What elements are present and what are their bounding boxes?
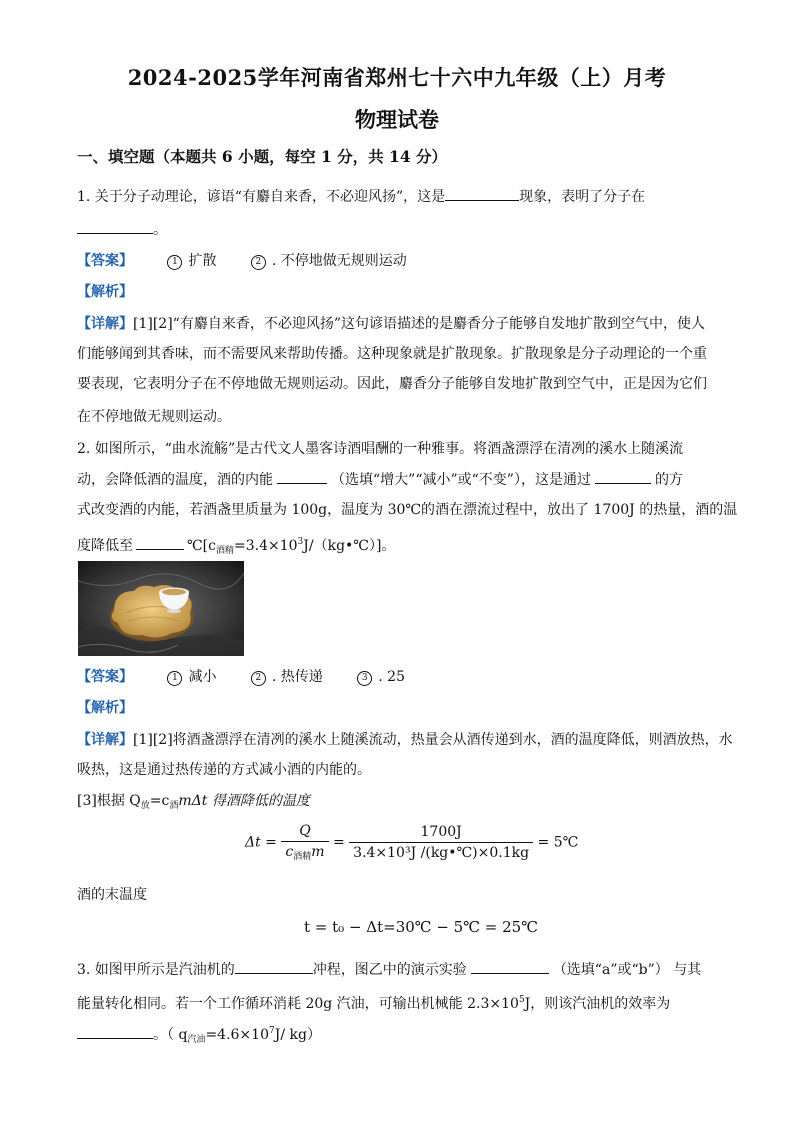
- q3-stem-line2: 能量转化相同。若一个工作循环消耗 20g 汽油，可输出机械能 $2.3\times 10^5J$，则该汽油机的效率为: [77, 995, 671, 1012]
- answer-number-2: 2: [251, 255, 266, 270]
- q2-stem-line4: 度降低至 $℃[c_{酒精}=3.4\times 10^3J/(kg•℃)]$。: [77, 532, 717, 561]
- answer-number-1: 1: [167, 255, 182, 270]
- q2-stem-line2: 动，会降低酒的温度，酒的内能 （选填“增大”“减小”或“不变”），这是通过 的方: [77, 468, 717, 490]
- formula-temperature-drop: Δt = $\frac{Q}{c_{酒精}m}$ = $\frac{1700J}{\text{3.4×10³J /(kg•℃)×0.1kg}}$ = 5℃: [245, 823, 579, 862]
- answer-number-1: 1: [167, 671, 182, 686]
- q3-stem-line1: 3. 如图甲所示是汽油机的 冲程，图乙中的演示实验 （选填“a”或“b”） 与其: [77, 958, 717, 980]
- q3-stem-line3: 。（ $q_{汽油}=4.6\times 10^7J/$ kg）: [77, 1021, 717, 1050]
- q1-detail-line3: 要表现，它表明分子在不停地做无规则运动。因此，麝香分子能够自发地扩散到空气中，正是因为它们: [77, 376, 707, 392]
- end-temperature-label: 酒的末温度: [77, 887, 147, 903]
- q1-detail-line4: 在不停地做无规则运动。: [77, 409, 231, 425]
- q2-detail-line2: 吸热，这是通过热传递的方式减小酒的内能的。: [77, 762, 371, 778]
- wine-cup-illustration: [78, 561, 244, 656]
- q1-blank-2: [77, 218, 153, 234]
- formula-final-temperature: t = t₀ − Δt=30℃ − 5℃ = 25℃: [304, 918, 538, 936]
- q1-analysis-label: 【解析】: [77, 284, 133, 300]
- answer-label: 【答案】: [77, 253, 133, 269]
- answer-number-2: 2: [251, 671, 266, 686]
- q2-blank-1: [277, 468, 327, 484]
- q1-stem-line2: 。: [77, 218, 717, 240]
- q1-detail-line1: 【详解】[1][2]“有麝自来香，不必迎风扬”这句谚语描述的是麝香分子能够自发地扩散到空气中，使人: [77, 316, 705, 332]
- wine-cup-photo: [78, 561, 244, 656]
- q3-blank-3: [77, 1023, 153, 1039]
- q2-answer: 【答案】 1 减小 2 . 热传递 3 . 25: [77, 669, 405, 685]
- section-heading: 一、填空题（本题共 6 小题，每空 1 分，共 14 分）: [77, 147, 448, 166]
- q1-answer: 【答案】 1 扩散 2 . 不停地做无规则运动: [77, 253, 407, 269]
- q3-blank-1: [235, 958, 313, 974]
- q2-blank-3: [136, 534, 184, 550]
- q2-stem-line3: 式改变酒的内能，若酒盏里质量为 100g，温度为 30℃的酒在漂流过程中，放出了 1700J 的热量，酒的温: [77, 502, 738, 518]
- q2-analysis-label: 【解析】: [77, 700, 133, 716]
- q2-detail-line3: [3]根据 $Q_放=c_酒m\Delta t$ 得酒降低的温度: [77, 793, 310, 811]
- q2-blank-2: [595, 468, 651, 484]
- q1-detail-line2: 们能够闻到其香味，而不需要风来帮助传播。这种现象就是扩散现象。扩散现象是分子动理论的一个重: [77, 346, 707, 362]
- exam-title: 2024-2025学年河南省郑州七十六中九年级（上）月考: [127, 65, 667, 90]
- q3-blank-2: [471, 958, 549, 974]
- q2-detail-line1: 【详解】[1][2]将酒盏漂浮在清冽的溪水上随溪流动，热量会从酒传递到水，酒的温度降低，则酒放热，水: [77, 732, 733, 748]
- exam-subtitle: 物理试卷: [355, 107, 439, 132]
- answer-number-3: 3: [357, 671, 372, 686]
- q2-stem-line1: 2. 如图所示，“曲水流觞”是古代文人墨客诗酒唱酬的一种雅事。将酒盏漂浮在清冽的溪水上随溪流: [77, 441, 684, 457]
- q1-blank-1: [445, 185, 519, 201]
- q1-stem-line1: 1. 关于分子动理论，谚语“有麝自来香，不必迎风扬”，这是 现象，表明了分子在: [77, 185, 717, 207]
